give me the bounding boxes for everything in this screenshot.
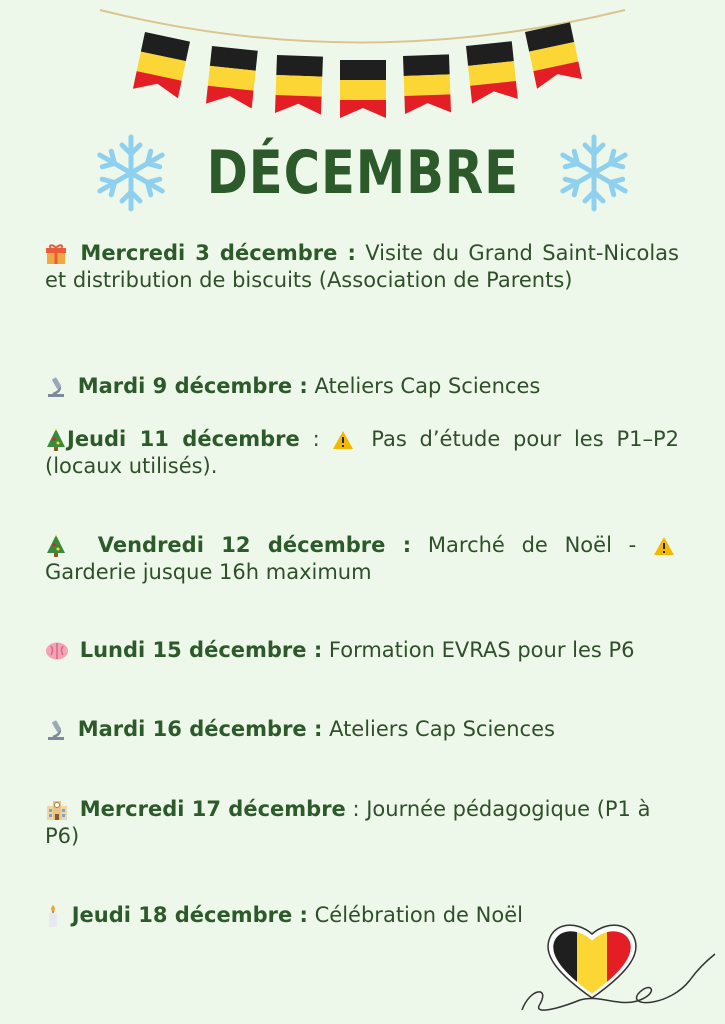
- event-date: Mardi 9 décembre :: [77, 374, 308, 398]
- flag-pennant-2: [206, 46, 258, 108]
- flag-pennant-6: [466, 41, 518, 103]
- event-text: Visite du Grand Saint-Nicolas et distribution de biscuits (Association de Parents): [45, 241, 679, 292]
- candle-icon: [45, 904, 61, 928]
- event-separator: :: [299, 427, 333, 451]
- page-title: DÉCEMBRE: [206, 138, 519, 208]
- event-text: Ateliers Cap Sciences: [322, 717, 555, 741]
- event-item: [45, 240, 679, 294]
- event-item: [45, 796, 679, 850]
- belgian-heart-icon: [510, 908, 720, 1018]
- event-text: Marché de Noël -: [411, 533, 653, 557]
- snowflake-icon: [554, 133, 634, 213]
- christmas-tree-icon: [45, 534, 67, 558]
- warning-icon: [332, 430, 354, 450]
- event-text: Pas d’étude pour les P1–P2 (locaux utilisés).: [45, 427, 679, 478]
- event-item: [45, 637, 679, 664]
- event-text: Ateliers Cap Sciences: [307, 374, 541, 398]
- title-row: [0, 128, 725, 218]
- event-date: Mercredi 17 décembre: [79, 797, 346, 821]
- snowflake-icon: [91, 133, 171, 213]
- event-item: [45, 532, 679, 586]
- event-item: [45, 426, 679, 480]
- event-item: [45, 373, 679, 400]
- flag-pennant-7: [525, 22, 582, 88]
- brain-icon: [45, 641, 69, 661]
- warning-icon: [653, 536, 675, 556]
- event-text: Formation EVRAS pour les P6: [322, 638, 635, 662]
- event-text-continued: Garderie jusque 16h maximum: [45, 560, 372, 584]
- event-text: Célébration de Noël: [307, 903, 523, 927]
- event-date: Jeudi 18 décembre :: [71, 903, 308, 927]
- event-date: Lundi 15 décembre :: [79, 638, 323, 662]
- event-date: Jeudi 11 décembre: [67, 427, 300, 451]
- event-date: Vendredi 12 décembre :: [97, 533, 412, 557]
- christmas-tree-icon: [45, 428, 67, 452]
- flag-pennant-3: [275, 55, 323, 115]
- event-item: [45, 716, 679, 743]
- flag-pennant-1: [133, 32, 190, 98]
- belgian-flag-bunting: [0, 0, 725, 130]
- gift-icon: [45, 243, 67, 265]
- microscope-icon: [45, 376, 67, 398]
- flag-pennant-5: [403, 54, 451, 114]
- microscope-icon: [45, 719, 67, 741]
- event-text: : Journée pédagogique (P1 à P6): [45, 797, 651, 848]
- event-date: Mardi 16 décembre :: [77, 717, 323, 741]
- flag-pennant-4: [340, 60, 386, 118]
- event-date: Mercredi 3 décembre :: [80, 241, 356, 265]
- school-icon: [45, 799, 69, 821]
